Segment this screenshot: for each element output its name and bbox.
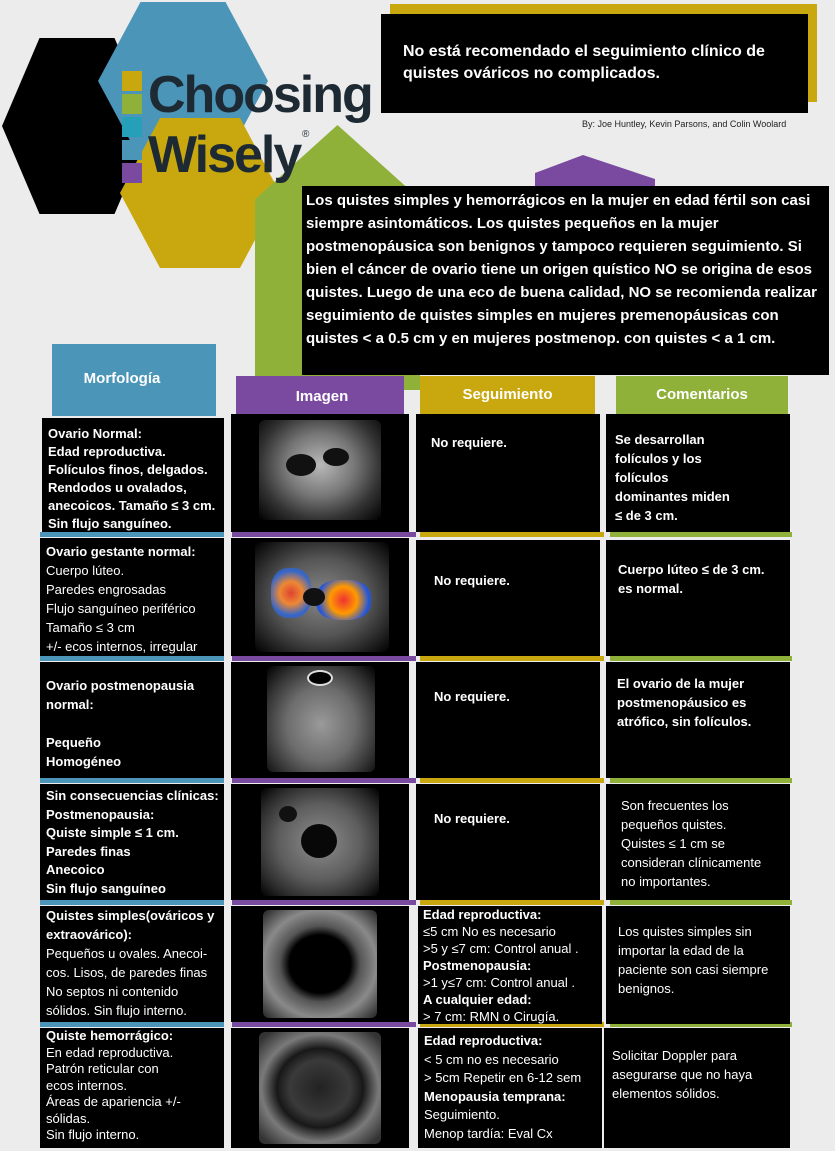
row5-morphology: Quistes simples(ováricos y extraovárico): Pequeños u ovales. Anecoi- cos. Lisos, de paredes finas No septos ni contenido sólidos. Sin flujo interno.: [40, 906, 224, 1022]
logo-text-choosing: Choosing: [148, 66, 372, 124]
top-banner: [381, 14, 808, 113]
header-comentarios: Comentarios: [656, 386, 748, 403]
row2-morphology: Ovario gestante normal: Cuerpo lúteo. Paredes engrosadas Flujo sanguíneo periférico Tamaño ≤ 3 cm +/- ecos internos, irregular: [40, 538, 224, 656]
top-banner-text: No está recomendado el seguimiento clínico de quistes ováricos no complicados.: [403, 43, 765, 82]
row1-ultrasound-image: [231, 414, 409, 532]
logo-registered: ®: [302, 129, 310, 140]
row4-comments: Son frecuentes los pequeños quistes. Quistes ≤ 1 cm se consideran clínicamente no importantes.: [606, 784, 790, 900]
row6-follow-up: Edad reproductiva: < 5 cm no es necesario > 5cm Repetir en 6-12 sem Menopausia temprana: Seguimiento. Menop tardía: Eval Cx: [418, 1028, 602, 1148]
row6-comments: Solicitar Doppler para asegurarse que no haya elementos sólidos.: [604, 1028, 790, 1148]
row4-morphology: Sin consecuencias clínicas: Postmenopausia: Quiste simple ≤ 1 cm. Paredes finas Anecoico Sin flujo sanguíneo: [40, 784, 224, 900]
logo: [120, 65, 372, 190]
row2-doppler-image: [231, 538, 409, 656]
row1-comments: Se desarrollan folículos y los folículos dominantes miden ≤ de 3 cm.: [606, 414, 790, 532]
logo-text-wisely: Wisely: [148, 126, 301, 184]
row1-morphology: Ovario Normal: Edad reproductiva. Folículos finos, delgados. Rendodos u ovalados, anecoicos. Tamaño ≤ 3 cm. Sin flujo sanguíneo.: [42, 418, 224, 532]
byline: By: Joe Huntley, Kevin Parsons, and Colin Woolard: [582, 119, 787, 129]
row3-morphology: Ovario postmenopausia normal: Pequeño Homogéneo: [40, 662, 224, 778]
row4-follow-up: No requiere.: [416, 784, 600, 900]
header-imagen: Imagen: [295, 388, 349, 405]
logo-bars: [122, 71, 142, 189]
row5-comments: Los quistes simples sin importar la edad de la paciente son casi siempre benignos.: [606, 906, 790, 1024]
intro-box: [302, 186, 829, 375]
row1-follow-up: No requiere.: [416, 414, 600, 532]
row5-follow-up: Edad reproductiva: ≤5 cm No es necesario >5 y ≤7 cm: Control anual . Postmenopausia: >1 y≤7 cm: Control anual . A cualquier edad: > 7 cm: RMN o Cirugía.: [418, 906, 602, 1024]
row2-follow-up: No requiere.: [416, 540, 600, 656]
header-morfologia: Morfología: [83, 370, 161, 387]
row3-follow-up: No requiere.: [416, 662, 600, 778]
row2-comments: Cuerpo lúteo ≤ de 3 cm. es normal.: [606, 540, 790, 656]
row3-comments: El ovario de la mujer postmenopáusico es atrófico, sin folículos.: [606, 662, 790, 778]
row5-ultrasound-image: [231, 906, 409, 1022]
row6-morphology: Quiste hemorrágico: En edad reproductiva. Patrón reticular con ecos internos. Áreas de apariencia +/- sólidas. Sin flujo interno.: [40, 1028, 224, 1148]
header-seguimiento: Seguimiento: [462, 386, 553, 403]
row4-ultrasound-image: [231, 784, 409, 900]
intro-text: Los quistes simples y hemorrágicos en la mujer en edad fértil son casi siempre asintomáticos. Los quistes pequeños en la mujer postmenopáusica son benignos y tampoco requieren seguimiento. Si bien el cáncer de ovario tiene un origen quístico NO se origina de esos quistes. Luego de una eco de buena calidad, NO se recomienda realizar seguimiento de quistes simples en mujeres premenopáusicas con quistes < a 0.5 cm y en mujeres postmenop. con quistes < a 1 cm.: [306, 192, 817, 347]
row6-ultrasound-image: [231, 1028, 409, 1148]
row3-ultrasound-image: [231, 662, 409, 778]
